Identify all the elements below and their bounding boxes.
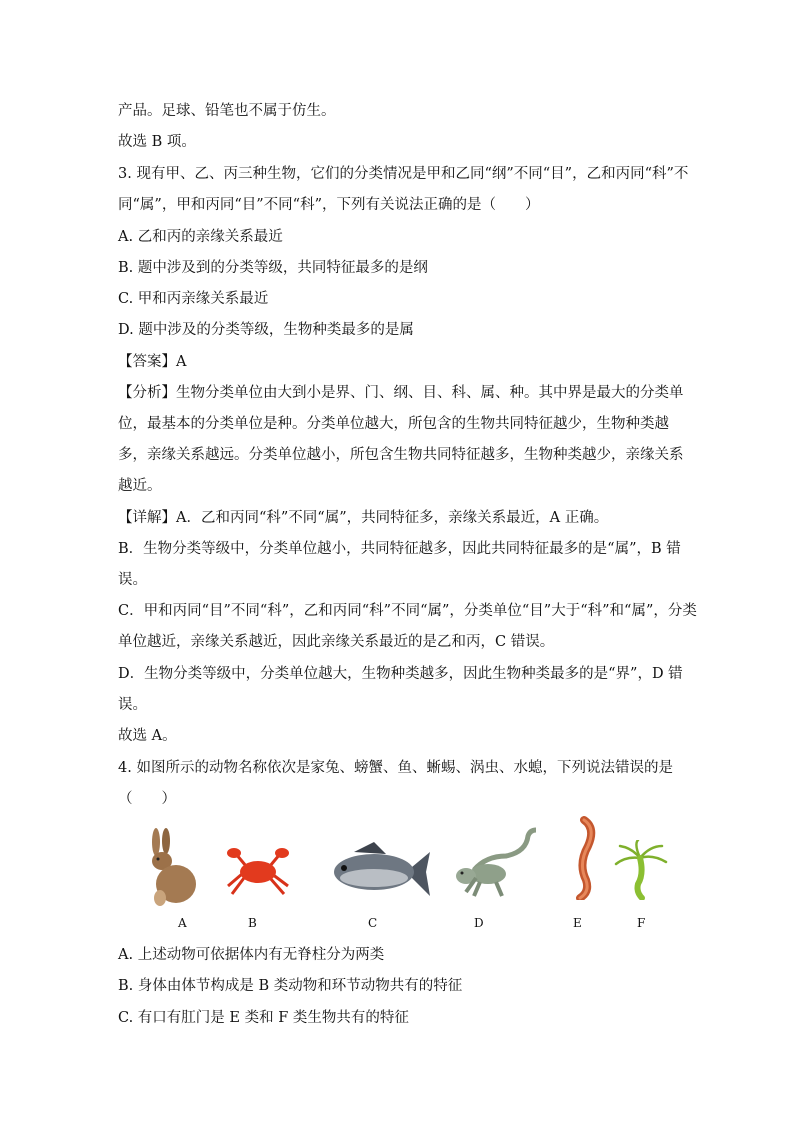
option-c: C. 有口有肛门是 E 类和 F 类生物共有的特征 bbox=[118, 1010, 409, 1026]
analysis-text: 位，最基本的分类单位是种。分类单位越大，所包含的生物共同特征越少，生物种类越 bbox=[118, 416, 669, 432]
analysis-text: 多，亲缘关系越远。分类单位越小，所包含生物共同特征越多，生物种类越少，亲缘关系 bbox=[118, 447, 684, 463]
explanation-text: 误。 bbox=[118, 572, 147, 588]
crab-icon bbox=[222, 846, 294, 898]
rabbit-icon bbox=[140, 828, 202, 908]
explanation-text: 误。 bbox=[118, 697, 147, 713]
hydra-icon bbox=[612, 840, 668, 900]
explanation-text: B．生物分类等级中，分类单位越小，共同特征越多，因此共同特征最多的是“属”，B 错 bbox=[118, 541, 681, 557]
option-d: D. 题中涉及的分类等级，生物种类最多的是属 bbox=[118, 322, 414, 338]
analysis-text: 越近。 bbox=[118, 478, 162, 494]
explanation-text: D．生物分类等级中，分类单位越大，生物种类越多，因此生物种类最多的是“界”，D 错 bbox=[118, 666, 683, 682]
explanation-text: C．甲和丙同“目”不同“科”，乙和丙同“科”不同“属”，分类单位“目”大于“科”和“属”，分类 bbox=[118, 603, 697, 619]
choice-line: 故选 A。 bbox=[118, 728, 177, 744]
figure-label-f: F bbox=[637, 916, 646, 930]
fish-icon bbox=[326, 840, 432, 904]
question-3-stem: 3. 现有甲、乙、丙三种生物，它们的分类情况是甲和乙同“纲”不同“目”，乙和丙同“科”不 bbox=[118, 166, 689, 182]
option-a: A. 上述动物可依据体内有无脊柱分为两类 bbox=[118, 947, 385, 963]
option-b: B. 题中涉及到的分类等级，共同特征最多的是纲 bbox=[118, 260, 428, 276]
question-3-stem: 同“属”，甲和丙同“目”不同“科”，下列有关说法正确的是（ ） bbox=[118, 197, 540, 213]
flatworm-icon bbox=[566, 816, 600, 900]
option-a: A. 乙和丙的亲缘关系最近 bbox=[118, 229, 283, 245]
figure-label-c: C bbox=[368, 916, 378, 930]
animal-figure bbox=[118, 812, 688, 937]
option-b: B. 身体由体节构成是 B 类动物和环节动物共有的特征 bbox=[118, 978, 463, 994]
question-4-stem: （ ） bbox=[118, 791, 176, 807]
figure-label-d: D bbox=[474, 916, 484, 930]
figure-label-a: A bbox=[178, 916, 187, 930]
explanation-text: 【详解】A．乙和丙同“科”不同“属”，共同特征多，亲缘关系最近，A 正确。 bbox=[118, 510, 609, 526]
question-4-stem: 4. 如图所示的动物名称依次是家兔、螃蟹、鱼、蜥蜴、涡虫、水螅，下列说法错误的是 bbox=[118, 760, 673, 776]
analysis-text: 【分析】生物分类单位由大到小是界、门、纲、目、科、属、种。其中界是最大的分类单 bbox=[118, 385, 684, 401]
option-c: C. 甲和丙亲缘关系最近 bbox=[118, 291, 269, 307]
figure-label-e: E bbox=[573, 916, 582, 930]
text-line: 故选 B 项。 bbox=[118, 134, 196, 150]
explanation-text: 单位越近，亲缘关系越近，因此亲缘关系最近的是乙和丙，C 错误。 bbox=[118, 634, 555, 650]
answer-line: 【答案】A bbox=[118, 354, 187, 370]
figure-label-b: B bbox=[248, 916, 257, 930]
lizard-icon bbox=[452, 826, 538, 906]
text-line: 产品。足球、铅笔也不属于仿生。 bbox=[118, 103, 336, 119]
